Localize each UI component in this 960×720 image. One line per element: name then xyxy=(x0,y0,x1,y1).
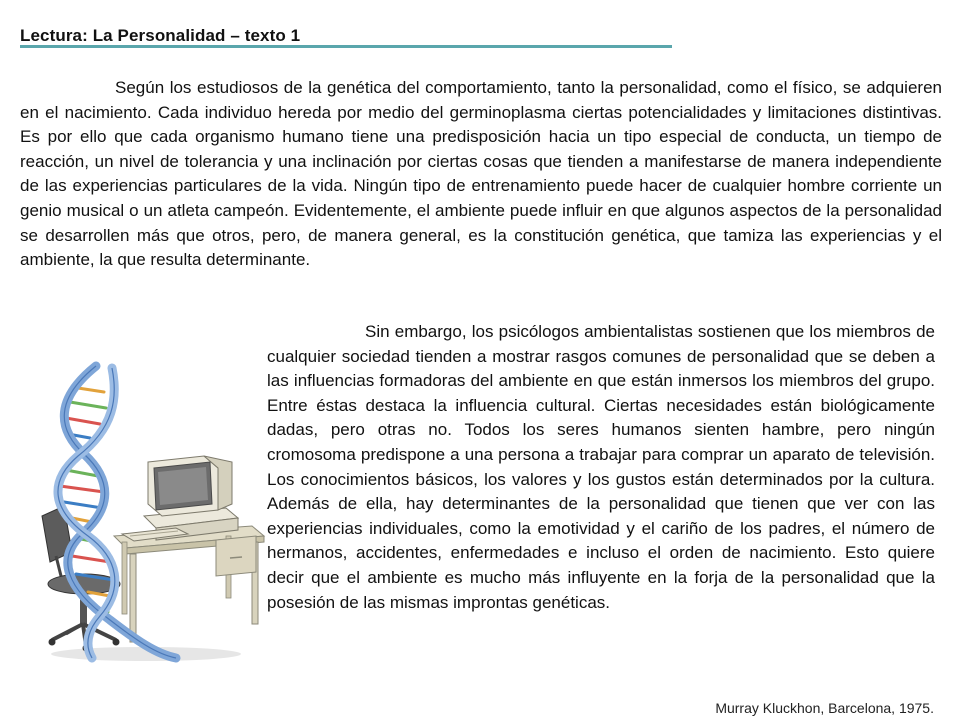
computer-icon xyxy=(122,456,238,541)
title-underline xyxy=(20,45,672,48)
desk-icon xyxy=(114,526,264,642)
citation: Murray Kluckhon, Barcelona, 1975. xyxy=(715,700,934,716)
page-title: Lectura: La Personalidad – texto 1 xyxy=(20,26,301,45)
paragraph-environment: Sin embargo, los psicólogos ambientalistas sostienen que los miembros de cualquier sociedad tienden a mostrar rasgos comunes de personalidad que se deben a las influencias formadoras del ambiente en que están inmersos los miembros del grupo. Entre éstas destaca la influencia cultural. Ciertas necesidades están biológicamente dadas, pero otras no. Todos los seres humanos sienten hambre, pero ningún cromosoma predispone a una persona a trabajar para comprar un aparato de televisión. Los conocimientos básicos, los valores y los gustos están determinados por la cultura. Además de ella, hay determinantes de la personalidad que tienen que ver con las experiencias individuales, como la emotividad y el cariño de los padres, el número de hermanos, accidentes, enfermedades e incluso el orden de nacimiento. Esto quiere decir que el ambiente es mucho más influyente en la forja de la personalidad que la posesión de las mismas improntas genéticas. xyxy=(267,322,935,612)
dna-computer-illustration-icon xyxy=(26,358,266,668)
paragraph-genetics: Según los estudiosos de la genética del comportamiento, tanto la personalidad, como el físico, se adquieren en el nacimiento. Cada individuo hereda por medio del germinoplasma ciertas potencialidades y limitaciones distintivas. Es por ello que cada organismo humano tiene una predisposición hacia un tipo especial de conducta, un tiempo de reacción, un nivel de tolerancia y una inclinación por ciertas cosas que tienden a manifestarse de manera independiente de las experiencias particulares de la vida. Ningún tipo de entrenamiento puede hacer de cualquier hombre corriente un genio musical o un atleta campeón. Evidentemente, el ambiente puede influir en que algunos aspectos de la personalidad se desarrollen más que otros, pero, de manera general, es la constitución genética, que tamiza las experiencias y el ambiente, la que resulta determinante. xyxy=(20,78,942,270)
